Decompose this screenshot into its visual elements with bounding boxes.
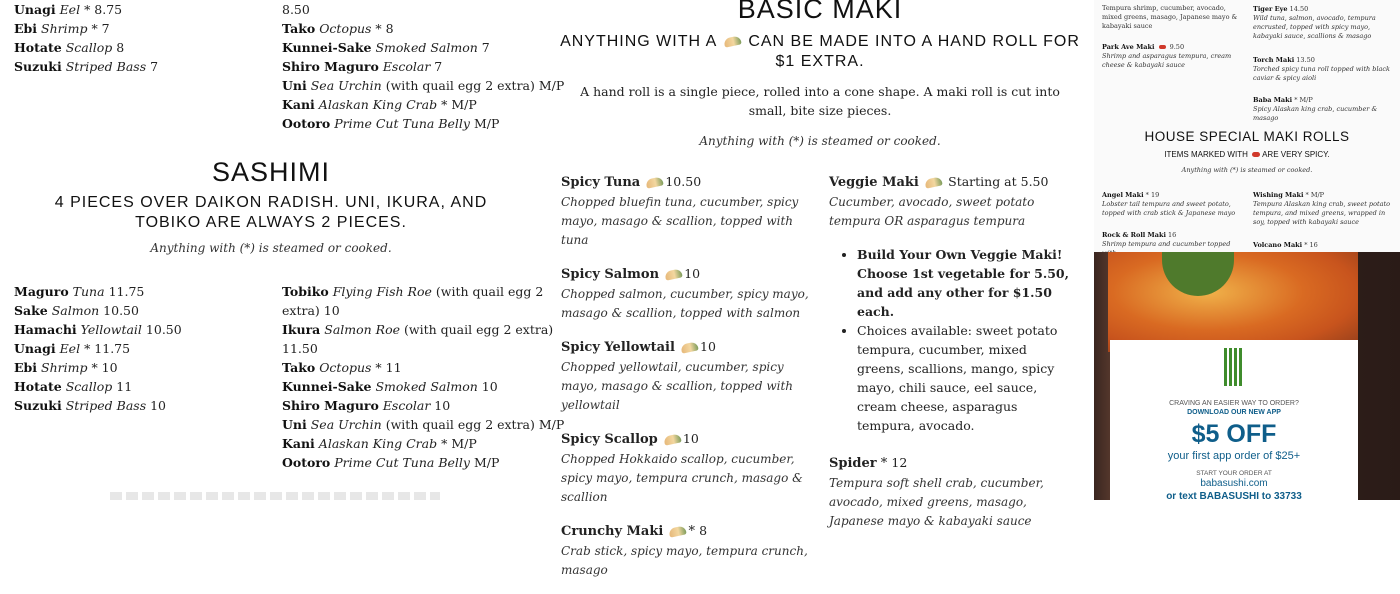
sashimi-title: SASHIMI	[211, 157, 331, 187]
nigiri-item	[14, 19, 264, 38]
mini-torch-desc: Torched spicy tuna roll topped with black caviar & spicy aioli	[1253, 65, 1390, 82]
basic-maki-header	[560, 0, 1080, 148]
mini-wishing-name: Wishing Maki	[1253, 191, 1304, 199]
sashimi-item-desc: Striped Bass	[65, 398, 147, 413]
nigiri-item-name: Suzuki	[14, 59, 62, 74]
sashimi-item-price: 11	[385, 360, 402, 375]
hand-roll-icon	[664, 268, 682, 280]
subtitle-part-a: ANYTHING WITH A	[560, 33, 717, 50]
nigiri-item-desc: Escolar	[382, 59, 431, 74]
sashimi-item	[14, 282, 264, 301]
maki-item-name: Spicy Scallop	[561, 432, 658, 447]
maki-item-price: 10	[682, 431, 699, 446]
mini-tiger-name: Tiger Eye	[1253, 5, 1288, 13]
nigiri-item-desc: Alaskan King Crab	[318, 97, 438, 112]
sashimi-item-cont: extra) 10	[282, 303, 340, 318]
nigiri-right-list	[282, 0, 565, 133]
hand-roll-icon	[723, 36, 741, 48]
promo-sub: your first app order of $25+	[1167, 450, 1301, 462]
mini-angel	[1102, 191, 1242, 218]
maki-item-name: Spicy Yellowtail	[561, 340, 675, 355]
sashimi-item-name: Unagi	[14, 341, 56, 356]
sashimi-item-name: Ebi	[14, 360, 38, 375]
sashimi-item-price: M/P	[473, 455, 500, 470]
nigiri-item-desc: Scallop	[65, 40, 113, 55]
sashimi-item-extra: (with quail egg 2 extra)	[400, 322, 554, 337]
cut-off-heading	[110, 492, 440, 500]
nigiri-item-name: Ootoro	[282, 116, 331, 131]
nigiri-item-desc: Smoked Salmon	[375, 40, 478, 55]
hand-roll-icon	[646, 176, 664, 188]
nigiri-item-mark: *	[87, 21, 102, 36]
sashimi-item-desc: Salmon Roe	[324, 322, 401, 337]
mini-angel-price: * 19	[1145, 191, 1160, 199]
sashimi-item	[282, 396, 532, 415]
basic-maki-title: BASIC MAKI	[737, 0, 903, 24]
sashimi-item-cont: 11.50	[282, 341, 318, 356]
sashimi-item	[282, 358, 532, 377]
maki-item-head	[561, 429, 816, 450]
mini-torch-price: 13.50	[1296, 56, 1315, 64]
sashimi-item-name: Ikura	[282, 322, 321, 337]
sashimi-item-desc: Scallop	[65, 379, 113, 394]
nigiri-item-price: 8.75	[94, 2, 123, 17]
sashimi-item-desc: Yellowtail	[80, 322, 142, 337]
sashimi-item-mark: *	[87, 360, 102, 375]
nigiri-item-name: Hotate	[14, 40, 62, 55]
promo-photo	[1094, 252, 1400, 500]
basic-maki-right-list	[829, 172, 1074, 545]
mini-tiger-eye	[1253, 5, 1393, 41]
hand-roll-icon	[669, 525, 687, 537]
sashimi-item-mark: *	[371, 360, 386, 375]
mini-park-ave-name: Park Ave Maki	[1102, 43, 1155, 51]
mini-baba-name: Baba Maki	[1253, 96, 1293, 104]
maki-item-desc: Chopped salmon, cucumber, spicy mayo, masago & scallion, topped with salmon	[561, 287, 809, 320]
maki-item-head	[561, 172, 816, 193]
hand-roll-icon	[924, 176, 942, 188]
sashimi-item-name: Shiro Maguro	[282, 398, 379, 413]
maki-item-price: 10	[700, 339, 716, 354]
nigiri-item-name: Tako	[282, 21, 316, 36]
nigiri-item-desc: Octopus	[319, 21, 372, 36]
sashimi-item-name: Ootoro	[282, 455, 331, 470]
maki-item-desc: Crab stick, spicy mayo, tempura crunch, masago	[561, 544, 808, 577]
sashimi-item-price: 11.75	[94, 341, 131, 356]
hand-roll-icon	[663, 433, 681, 445]
nigiri-item-price: 7	[101, 21, 110, 36]
nigiri-item-desc: Eel	[59, 2, 81, 17]
nigiri-item-price: 7	[150, 59, 159, 74]
nigiri-item	[14, 38, 264, 57]
sashimi-item-extra: (with quail egg 2 extra)	[385, 417, 539, 432]
mini-tiger-desc: Wild tuna, salmon, avocado, tempura encrusted, topped with spicy mayo, kabayaki sauce, scallions & masago	[1253, 14, 1376, 40]
sashimi-item-price: 10	[150, 398, 166, 413]
veggie-maki-price: Starting at 5.50	[948, 174, 1049, 189]
sashimi-item-name: Tobiko	[282, 284, 329, 299]
nigiri-item	[14, 57, 264, 76]
mini-house-sub-b: ARE VERY SPICY.	[1262, 150, 1330, 159]
veggie-maki-name: Veggie Maki	[829, 175, 919, 190]
sashimi-item-name: Tako	[282, 360, 316, 375]
mini-wishing-desc: Tempura Alaskan king crab, sweet potato tempura, and mixed greens, wrapped in soy, topped with kabayaki sauce	[1253, 200, 1390, 226]
nigiri-item-desc: Shrimp	[41, 21, 88, 36]
nigiri-item-price: 8	[385, 21, 394, 36]
nigiri-item-desc: Sea Urchin	[310, 78, 382, 93]
sashimi-header	[14, 155, 528, 255]
sashimi-item	[282, 415, 565, 434]
mini-house-sub-a: ITEMS MARKED WITH	[1164, 150, 1248, 159]
maki-item-desc: Chopped bluefin tuna, cucumber, spicy mayo, masago & scallion, topped with tuna	[561, 195, 799, 247]
sashimi-item-mark: *	[80, 341, 95, 356]
nigiri-item	[282, 95, 532, 114]
mini-volcano-price: * 16	[1304, 241, 1318, 249]
nigiri-right-top-price: 8.50	[282, 2, 310, 17]
maki-item	[561, 172, 816, 250]
mini-park-ave-price: 9.50	[1169, 43, 1185, 51]
mini-top-desc: Tempura shrimp, cucumber, avocado, mixed greens, masago, Japanese mayo & kabayaki sauce	[1102, 4, 1238, 30]
nigiri-item-name: Kunnei-Sake	[282, 40, 372, 55]
promo-text-order: or text BABASUSHI to 33733	[1166, 491, 1302, 502]
sashimi-right-list	[282, 282, 565, 472]
baba-logo-icon	[1224, 348, 1244, 386]
mini-torch-name: Torch Maki	[1253, 56, 1295, 64]
sashimi-item-price: M/P	[538, 417, 565, 432]
sashimi-item-name: Hotate	[14, 379, 62, 394]
sashimi-item-desc: Prime Cut Tuna Belly	[334, 455, 470, 470]
spider-desc: Tempura soft shell crab, cucumber, avocado, mixed greens, masago, Japanese mayo & kabayaki sauce	[829, 476, 1044, 528]
mini-rock-desc: Shrimp tempura and cucumber topped	[1102, 240, 1231, 248]
nigiri-item-price: M/P	[451, 97, 477, 112]
sashimi-item-name: Suzuki	[14, 398, 62, 413]
mini-park-ave	[1102, 43, 1242, 70]
mini-volcano-name: Volcano Maki	[1253, 241, 1303, 249]
sashimi-item	[14, 320, 264, 339]
mini-angel-name: Angel Maki	[1102, 191, 1144, 199]
pepper-icon	[1252, 152, 1260, 157]
mini-house-sub	[1094, 150, 1400, 159]
sashimi-item-price: 11.75	[108, 284, 145, 299]
maki-item-name: Spicy Salmon	[561, 267, 660, 282]
nigiri-item	[282, 57, 532, 76]
sashimi-item-desc: Alaskan King Crab	[318, 436, 438, 451]
mini-torch	[1253, 56, 1393, 83]
nigiri-item	[282, 76, 565, 95]
basic-maki-intro: A hand roll is a single piece, rolled into a cone shape. A maki roll is cut into small, bite size pieces.	[580, 84, 1060, 118]
nigiri-item-name: Unagi	[14, 2, 56, 17]
sashimi-item	[282, 320, 554, 339]
sashimi-item-price: 10.50	[103, 303, 139, 318]
nigiri-item-price: 8	[116, 40, 125, 55]
promo-start: START YOUR ORDER AT	[1196, 470, 1272, 477]
nigiri-item-mark: *	[80, 2, 95, 17]
sashimi-item-name: Kunnei-Sake	[282, 379, 372, 394]
sashimi-item	[282, 434, 532, 453]
sashimi-item-mark: *	[437, 436, 452, 451]
nigiri-item-price: M/P	[473, 116, 500, 131]
maki-item-head	[561, 264, 816, 285]
veggie-choices-bullet: • Choices available: sweet potato tempura, cucumber, mixed greens, scallions, mango, spicy mayo, chili sauce, eel sauce, cream cheese, asparagus tempura, avocado.	[857, 321, 1074, 435]
sashimi-item	[14, 358, 264, 377]
maki-item-desc: Chopped Hokkaido scallop, cucumber, spicy mayo, tempura crunch, masago & scallion	[561, 452, 803, 504]
veggie-build-bullet: • Build Your Own Veggie Maki! Choose 1st vegetable for 5.50, and add any other for $1.50 each.	[857, 245, 1074, 321]
mini-volcano	[1253, 241, 1393, 250]
nigiri-item-name: Ebi	[14, 21, 38, 36]
maki-item-star: *	[688, 524, 700, 539]
nigiri-item-desc: Striped Bass	[65, 59, 147, 74]
maki-item	[561, 264, 816, 323]
sashimi-subtitle: 4 PIECES OVER DAIKON RADISH. UNI, IKURA, AND TOBIKO ARE ALWAYS 2 PIECES.	[54, 194, 488, 231]
spider-maki	[829, 453, 1074, 531]
nigiri-item	[282, 114, 532, 133]
nigiri-item	[14, 0, 264, 19]
maki-item-price: 10	[684, 266, 701, 281]
veggie-maki	[829, 172, 1074, 231]
sashimi-item-desc: Octopus	[319, 360, 372, 375]
sashimi-item	[14, 377, 264, 396]
sashimi-item-name: Sake	[14, 303, 48, 318]
mini-baba	[1253, 96, 1393, 123]
sashimi-item-desc: Salmon	[51, 303, 100, 318]
sashimi-item-desc: Escolar	[382, 398, 431, 413]
sashimi-item	[14, 396, 264, 415]
sashimi-left-list	[14, 282, 264, 415]
nigiri-item-extra: (with quail egg 2 extra)	[385, 78, 539, 93]
nigiri-item-price: M/P	[538, 78, 565, 93]
subtitle-part-b: CAN BE MADE INTO A HAND ROLL FOR $1 EXTRA.	[748, 33, 1080, 70]
mini-house-title: HOUSE SPECIAL MAKI ROLLS	[1144, 129, 1350, 144]
mini-baba-desc: Spicy Alaskan king crab, cucumber & masago	[1253, 105, 1378, 122]
nigiri-item-mark: *	[437, 97, 452, 112]
nigiri-item	[282, 38, 532, 57]
veggie-options	[829, 245, 1074, 435]
sashimi-item-name: Maguro	[14, 284, 69, 299]
maki-item-price: 10.50	[665, 174, 702, 189]
nigiri-item-name: Uni	[282, 78, 307, 93]
maki-item-head	[561, 521, 816, 542]
maki-item-head	[561, 337, 816, 358]
mini-house-note: Anything with (*) is steamed or cooked.	[1181, 166, 1313, 174]
mini-baba-price: * M/P	[1294, 96, 1313, 104]
maki-item-name: Spicy Tuna	[561, 175, 641, 190]
sashimi-item-extra: (with quail egg 2	[431, 284, 544, 299]
sashimi-item	[282, 453, 532, 472]
mini-tiger-price: 14.50	[1289, 5, 1309, 13]
sashimi-item-name: Hamachi	[14, 322, 77, 337]
mini-park-ave-desc: Shrimp and asparagus tempura, cream cheese & kabayaki sauce	[1102, 52, 1232, 69]
sashimi-item-desc: Shrimp	[41, 360, 88, 375]
nigiri-item-price: 7	[481, 40, 490, 55]
mini-rock-name: Rock & Roll Maki	[1102, 231, 1166, 239]
sashimi-item-price: 10	[434, 398, 451, 413]
basic-maki-left-list	[561, 172, 816, 594]
shrimp-icon	[1159, 45, 1166, 49]
nigiri-item-name: Kani	[282, 97, 315, 112]
nigiri-item-name: Shiro Maguro	[282, 59, 379, 74]
basic-maki-subtitle	[560, 32, 1080, 72]
sashimi-item-price: 10	[481, 379, 498, 394]
sashimi-item-desc: Sea Urchin	[310, 417, 382, 432]
sashimi-item	[14, 339, 264, 358]
sashimi-item-desc: Smoked Salmon	[375, 379, 478, 394]
promo-site: babasushi.com	[1200, 478, 1268, 489]
promo-line2: DOWNLOAD OUR NEW APP	[1187, 409, 1281, 416]
nigiri-item	[282, 19, 532, 38]
promo-headline: $5 OFF	[1191, 420, 1277, 448]
hand-roll-icon	[680, 341, 698, 353]
sashimi-item-desc: Eel	[59, 341, 81, 356]
mini-rock-price: 16	[1168, 231, 1177, 239]
mini-wishing	[1253, 191, 1393, 227]
maki-item	[561, 337, 816, 415]
nigiri-item-desc: Prime Cut Tuna Belly	[334, 116, 470, 131]
maki-item-price: 8	[699, 523, 708, 538]
maki-item-name: Crunchy Maki	[561, 524, 664, 539]
maki-item	[561, 429, 816, 507]
maki-item-desc: Chopped yellowtail, cucumber, spicy mayo, masago & scallion, topped with yellowtail	[561, 360, 794, 412]
sashimi-item	[282, 282, 544, 301]
spider-name: Spider	[829, 456, 877, 471]
sashimi-item-name: Kani	[282, 436, 315, 451]
spider-price: 12	[891, 455, 908, 470]
sashimi-note: Anything with (*) is steamed or cooked.	[150, 241, 392, 255]
sashimi-item-price: 11	[116, 379, 133, 394]
nigiri-left-list	[14, 0, 264, 76]
spider-mark: *	[876, 456, 892, 471]
nigiri-item-price: 7	[434, 59, 443, 74]
menu-photo	[1094, 0, 1400, 252]
maki-item	[561, 521, 816, 580]
basic-maki-note: Anything with (*) is steamed or cooked.	[699, 134, 941, 148]
promo-line1: CRAVING AN EASIER WAY TO ORDER?	[1169, 400, 1299, 407]
sashimi-item-desc: Tuna	[72, 284, 105, 299]
promo-card	[1110, 340, 1358, 510]
mini-angel-desc: Lobster tail tempura and sweet potato, topped with crab stick & Japanese mayo	[1102, 200, 1236, 217]
sashimi-item-price: 10.50	[145, 322, 182, 337]
mini-wishing-price: * M/P	[1305, 191, 1325, 199]
sashimi-item-price: 10	[101, 360, 118, 375]
veggie-maki-desc: Cucumber, avocado, sweet potato tempura OR asparagus tempura	[829, 195, 1035, 228]
nigiri-item-mark: *	[371, 21, 386, 36]
sashimi-item	[14, 301, 264, 320]
sashimi-item-price: M/P	[451, 436, 477, 451]
sashimi-item	[282, 377, 532, 396]
sashimi-item-name: Uni	[282, 417, 307, 432]
sashimi-item-desc: Flying Fish Roe	[332, 284, 432, 299]
